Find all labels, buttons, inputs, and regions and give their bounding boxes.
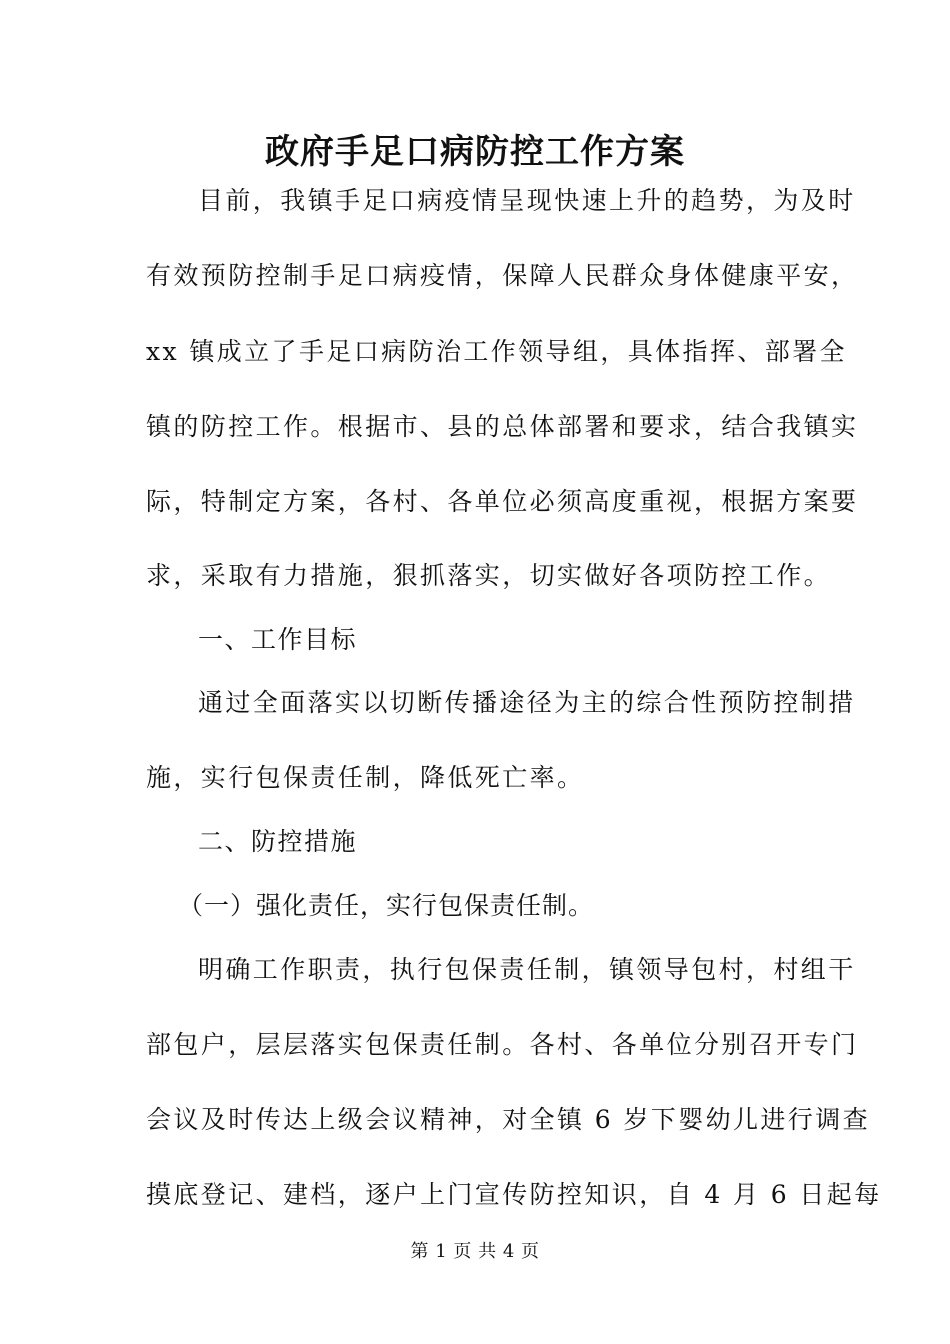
subsection-heading: （一）强化责任，实行包保责任制。 [178, 891, 595, 920]
paragraph-line: 际，特制定方案，各村、各单位必须高度重视，根据方案要 [146, 487, 859, 516]
page-footer: 第 1 页 共 4 页 [410, 1241, 540, 1262]
paragraph-line: 施，实行包保责任制，降低死亡率。 [146, 763, 585, 792]
paragraph-line: 通过全面落实以切断传播途径为主的综合性预防控制措 [198, 688, 856, 717]
paragraph-line: 镇的防控工作。根据市、县的总体部署和要求，结合我镇实 [146, 412, 859, 441]
paragraph-line: 摸底登记、建档，逐户上门宣传防控知识，自 4 月 6 日起每 [146, 1180, 882, 1209]
paragraph-line: 部包户，层层落实包保责任制。各村、各单位分别召开专门 [146, 1030, 859, 1059]
document-title: 政府手足口病防控工作方案 [265, 132, 685, 172]
paragraph-line: 目前，我镇手足口病疫情呈现快速上升的趋势，为及时 [198, 186, 856, 215]
section-heading: 一、工作目标 [198, 625, 358, 654]
paragraph-line: 明确工作职责，执行包保责任制，镇领导包村，村组干 [198, 955, 856, 984]
section-heading: 二、防控措施 [198, 827, 358, 856]
paragraph-line: 会议及时传达上级会议精神，对全镇 6 岁下婴幼儿进行调查 [146, 1105, 871, 1134]
paragraph-line: 求，采取有力措施，狠抓落实，切实做好各项防控工作。 [146, 561, 832, 590]
paragraph-line: xx 镇成立了手足口病防治工作领导组，具体指挥、部署全 [146, 337, 847, 366]
paragraph-line: 有效预防控制手足口病疫情，保障人民群众身体健康平安， [146, 261, 859, 290]
